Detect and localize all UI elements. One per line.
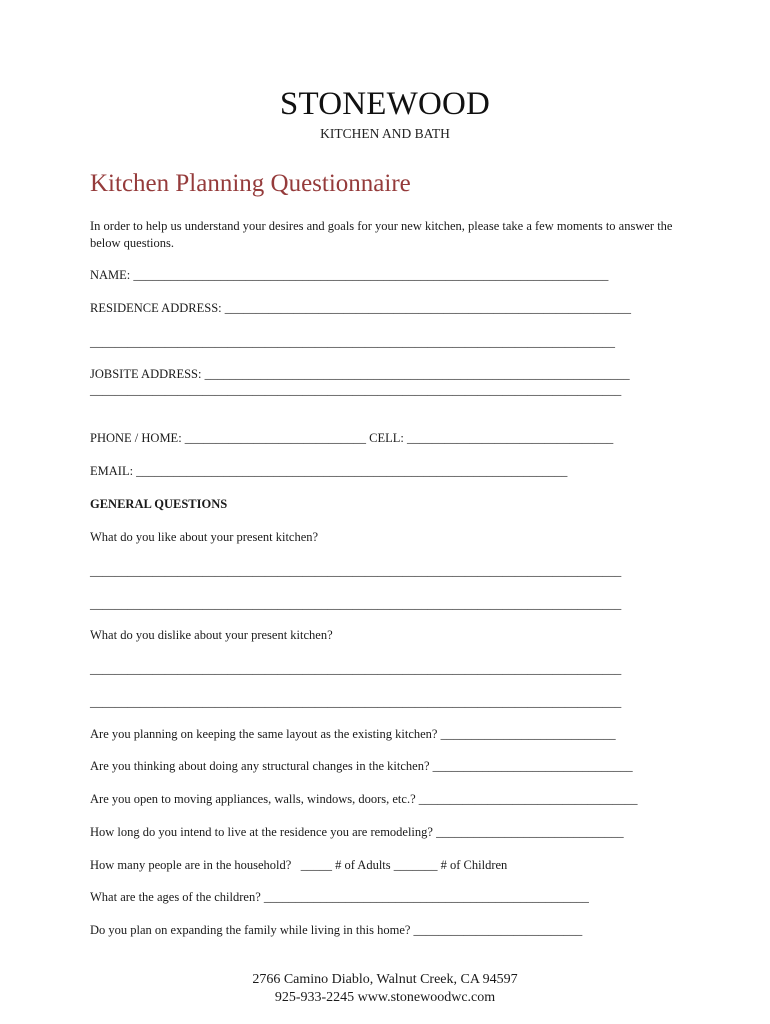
answer-line: _____________________________________________________________________________________ [90,695,622,709]
name-field: NAME: ____________________________________________________________________________ [90,268,609,282]
answer-line: _____________________________________________________________________________________ [90,597,622,611]
brand-subtitle: KITCHEN AND BATH [320,126,450,141]
phone-cell-field: PHONE / HOME: _____________________________ CELL: _________________________________ [90,431,614,445]
question-dislike: What do you dislike about your present kitchen? [90,628,333,642]
question-expand-family: Do you plan on expanding the family while living in this home? ___________________________ [90,923,583,937]
residence-address-field: RESIDENCE ADDRESS: _________________________________________________________________ [90,301,631,315]
general-questions-heading: GENERAL QUESTIONS [90,497,228,511]
footer-address: 2766 Camino Diablo, Walnut Creek, CA 94597 [252,972,518,987]
email-field: EMAIL: _____________________________________________________________________ [90,464,568,478]
question-duration: How long do you intend to live at the residence you are remodeling? ______________________________ [90,825,624,839]
brand-name: STONEWOOD [279,86,491,122]
answer-line: _____________________________________________________________________________________ [90,564,622,578]
jobsite-address-continued: _____________________________________________________________________________________ [90,383,622,397]
question-layout: Are you planning on keeping the same layout as the existing kitchen? ____________________________ [90,727,616,741]
intro-paragraph: In order to help us understand your desires and goals for your new kitchen, please take a few moments to answer the below questions. [90,219,673,250]
question-like: What do you like about your present kitchen? [90,530,319,544]
residence-address-continued: ____________________________________________________________________________________ [90,335,615,349]
jobsite-address-field: JOBSITE ADDRESS: ____________________________________________________________________ [90,367,630,381]
footer-contact: 925-933-2245 www.stonewoodwc.com [274,990,496,1005]
question-structural: Are you thinking about doing any structural changes in the kitchen? ________________________________ [90,759,633,773]
answer-line: _____________________________________________________________________________________ [90,662,622,676]
question-moving: Are you open to moving appliances, walls, windows, doors, etc.? ___________________________________ [90,792,638,806]
question-household: How many people are in the household? _____ # of Adults _______ # of Children [90,858,508,872]
form-title: Kitchen Planning Questionnaire [90,170,411,197]
question-children-ages: What are the ages of the children? ____________________________________________________ [90,890,589,904]
